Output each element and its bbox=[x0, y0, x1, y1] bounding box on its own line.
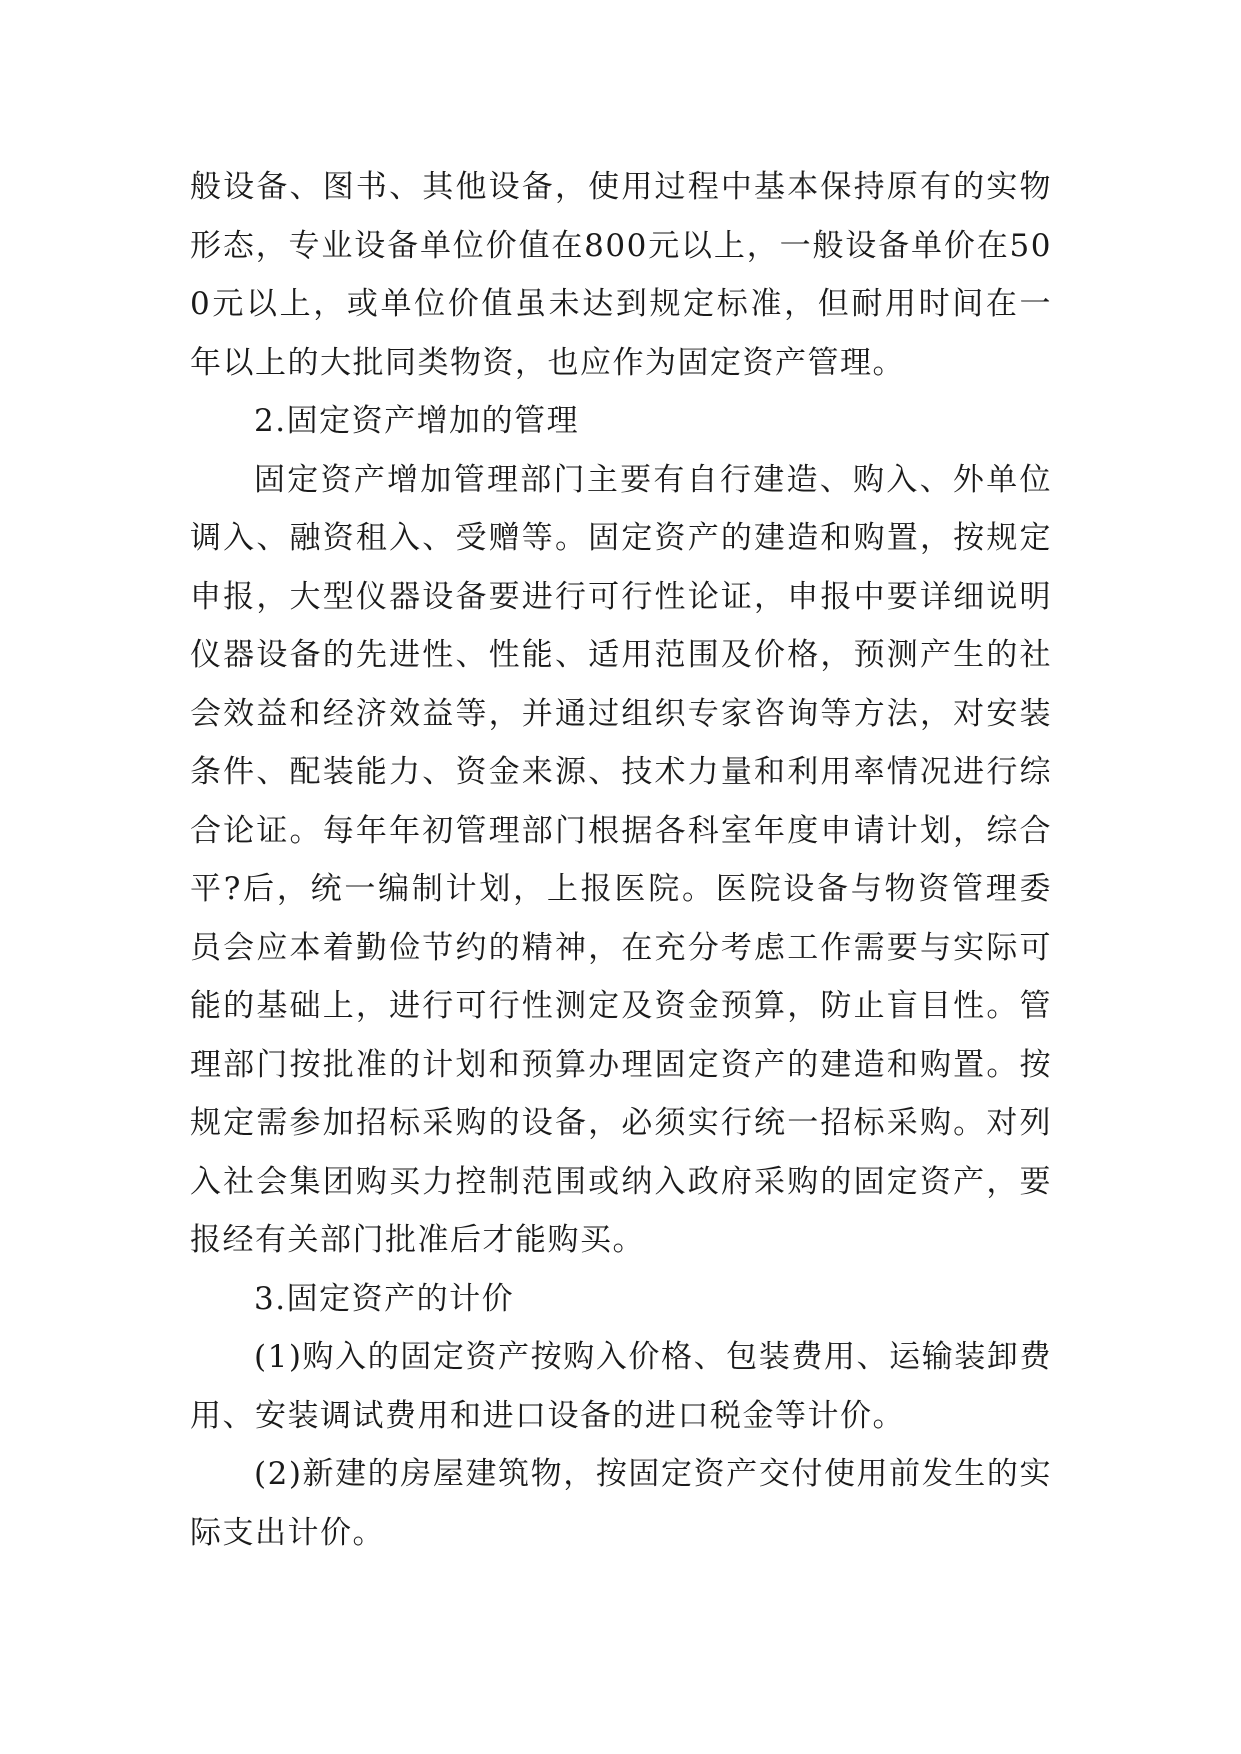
paragraph-asset-increase: 固定资产增加管理部门主要有自行建造、购入、外单位调入、融资租入、受赠等。固定资产的建造和购置，按规定申报，大型仪器设备要进行可行性论证，申报中要详细说明仪器设备的先进性、性能、适用范围及价格，预测产生的社会效益和经济效益等，并通过组织专家咨询等方法，对安装条件、配装能力、资金来源、技术力量和利用率情况进行综合论证。每年年初管理部门根据各科室年度申请计划，综合平?后，统一编制计划，上报医院。医院设备与物资管理委员会应本着勤俭节约的精神，在充分考虑工作需要与实际可能的基础上，进行可行性测定及资金预算，防止盲目性。管理部门按批准的计划和预算办理固定资产的建造和购置。按规定需参加招标采购的设备，必须实行统一招标采购。对列入社会集团购买力控制范围或纳入政府采购的固定资产，要报经有关部门批准后才能购买。 bbox=[190, 461, 1052, 1258]
document-page bbox=[190, 158, 1052, 1562]
section-heading-3: 3.固定资产的计价 bbox=[254, 1280, 515, 1317]
paragraph-purchased-assets: (1)购入的固定资产按购入价格、包装费用、运输装卸费用、安装调试费用和进口设备的进口税金等计价。 bbox=[190, 1339, 1052, 1434]
section-heading-2: 2.固定资产增加的管理 bbox=[254, 403, 580, 439]
paragraph-continuation: 般设备、图书、其他设备，使用过程中基本保持原有的实物形态，专业设备单位价值在800元以上，一般设备单价在500元以上，或单位价值虽未达到规定标准，但耐用时间在一年以上的大批同类物资，也应作为固定资产管理。 bbox=[190, 169, 1052, 381]
paragraph-new-buildings: (2)新建的房屋建筑物，按固定资产交付使用前发生的实际支出计价。 bbox=[190, 1456, 1052, 1551]
